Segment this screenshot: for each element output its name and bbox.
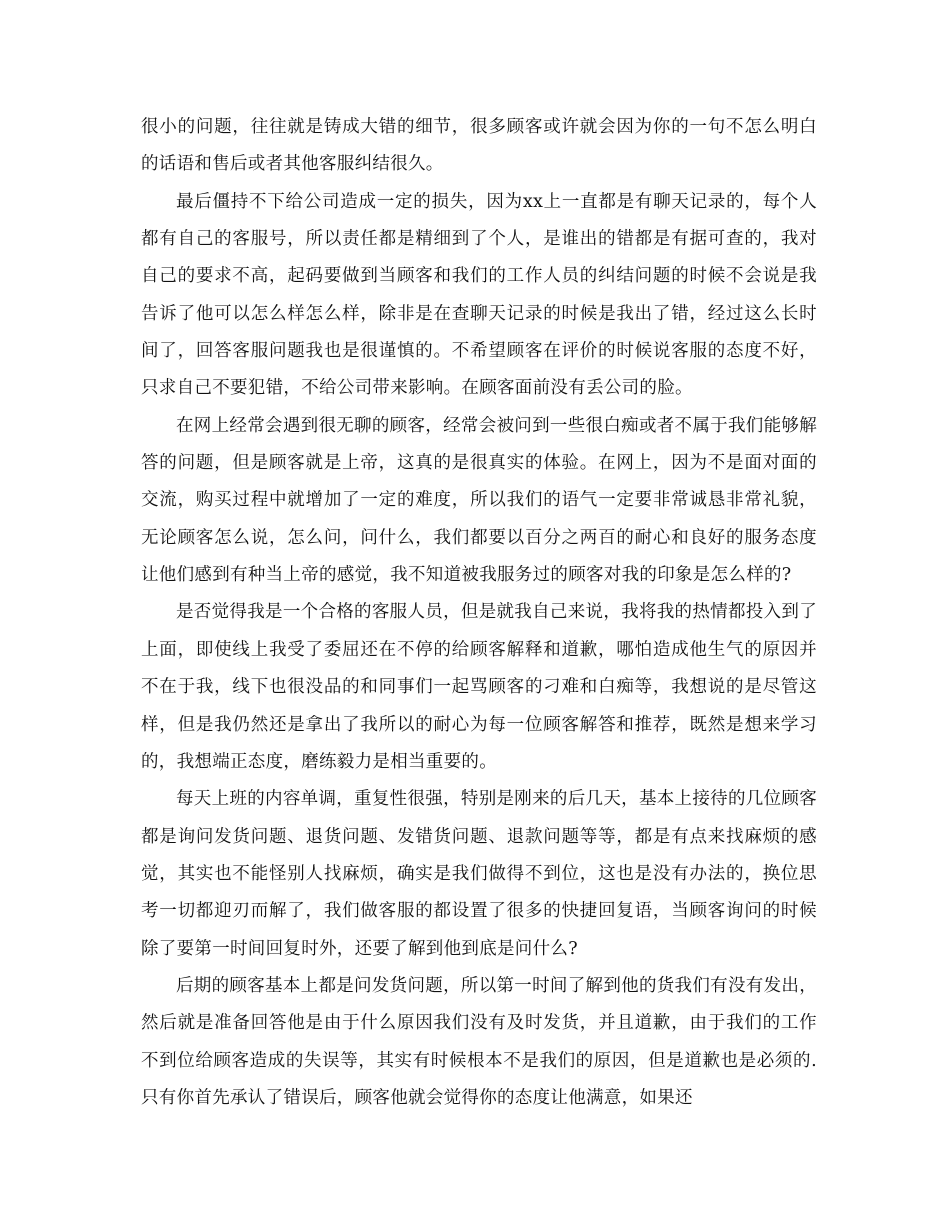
- paragraph-4: 是否觉得我是一个合格的客服人员，但是就我自己来说，我将我的热情都投入到了上面，即使线上我受了委屈还在不停的给顾客解释和道歉，哪怕造成他生气的原因并不在于我，线下也很没品的和同事们一起骂顾客的刁难和白痴等，我想说的是尽管这样，但是我仍然还是拿出了我所以的耐心为每一位顾客解答和推荐，既然是想来学习的，我想端正态度，磨练毅力是相当重要的。: [141, 602, 817, 772]
- paragraph-3: 在网上经常会遇到很无聊的顾客，经常会被问到一些很白痴或者不属于我们能够解答的问题，但是顾客就是上帝，这真的是很真实的体验。在网上，因为不是面对面的交流，购买过程中就增加了一定的难度，所以我们的语气一定要非常诚恳非常礼貌，无论顾客怎么说，怎么问，问什么，我们都要以百分之两百的耐心和良好的服务态度让他们感到有种当上帝的感觉，我不知道被我服务过的顾客对我的印象是怎么样的?: [141, 415, 817, 586]
- paragraph-2: 最后僵持不下给公司造成一定的损失，因为xx上一直都是有聊天记录的，每个人都有自己的客服号，所以责任都是精细到了个人，是谁出的错都是有据可查的，我对自己的要求不高，起码要做到当顾客和我们的工作人员的纠结问题的时候不会说是我告诉了他可以怎么样怎么样，除非是在查聊天记录的时候是我出了错，经过这么长时间了，回答客服问题我也是很谨慎的。不希望顾客在评价的时候说客服的态度不好，只求自己不要犯错，不给公司带来影响。在顾客面前没有丢公司的脸。: [141, 191, 817, 399]
- paragraph-5: 每天上班的内容单调，重复性很强，特别是刚来的后几天，基本上接待的几位顾客都是询问发货问题、退货问题、发错货问题、退款问题等等，都是有点来找麻烦的感觉，其实也不能怪别人找麻烦，确实是我们做得不到位，这也是没有办法的，换位思考一切都迎刃而解了，我们做客服的都设置了很多的快捷回复语，当顾客询问的时候除了要第一时间回复时外，还要了解到他到底是问什么?: [141, 789, 817, 959]
- document-body: [141, 109, 817, 1117]
- paragraph-1: 很小的问题，往往就是铸成大错的细节，很多顾客或许就会因为你的一句不怎么明白的话语和售后或者其他客服纠结很久。: [141, 117, 817, 175]
- paragraph-6: 后期的顾客基本上都是问发货问题，所以第一时间了解到他的货我们有没有发出，然后就是准备回答他是由于什么原因我们没有及时发货，并且道歉，由于我们的工作不到位给顾客造成的失误等，其实有时候根本不是我们的原因，但是道歉也是必须的.只有你首先承认了错误后，顾客他就会觉得你的态度让他满意，如果还: [141, 975, 817, 1108]
